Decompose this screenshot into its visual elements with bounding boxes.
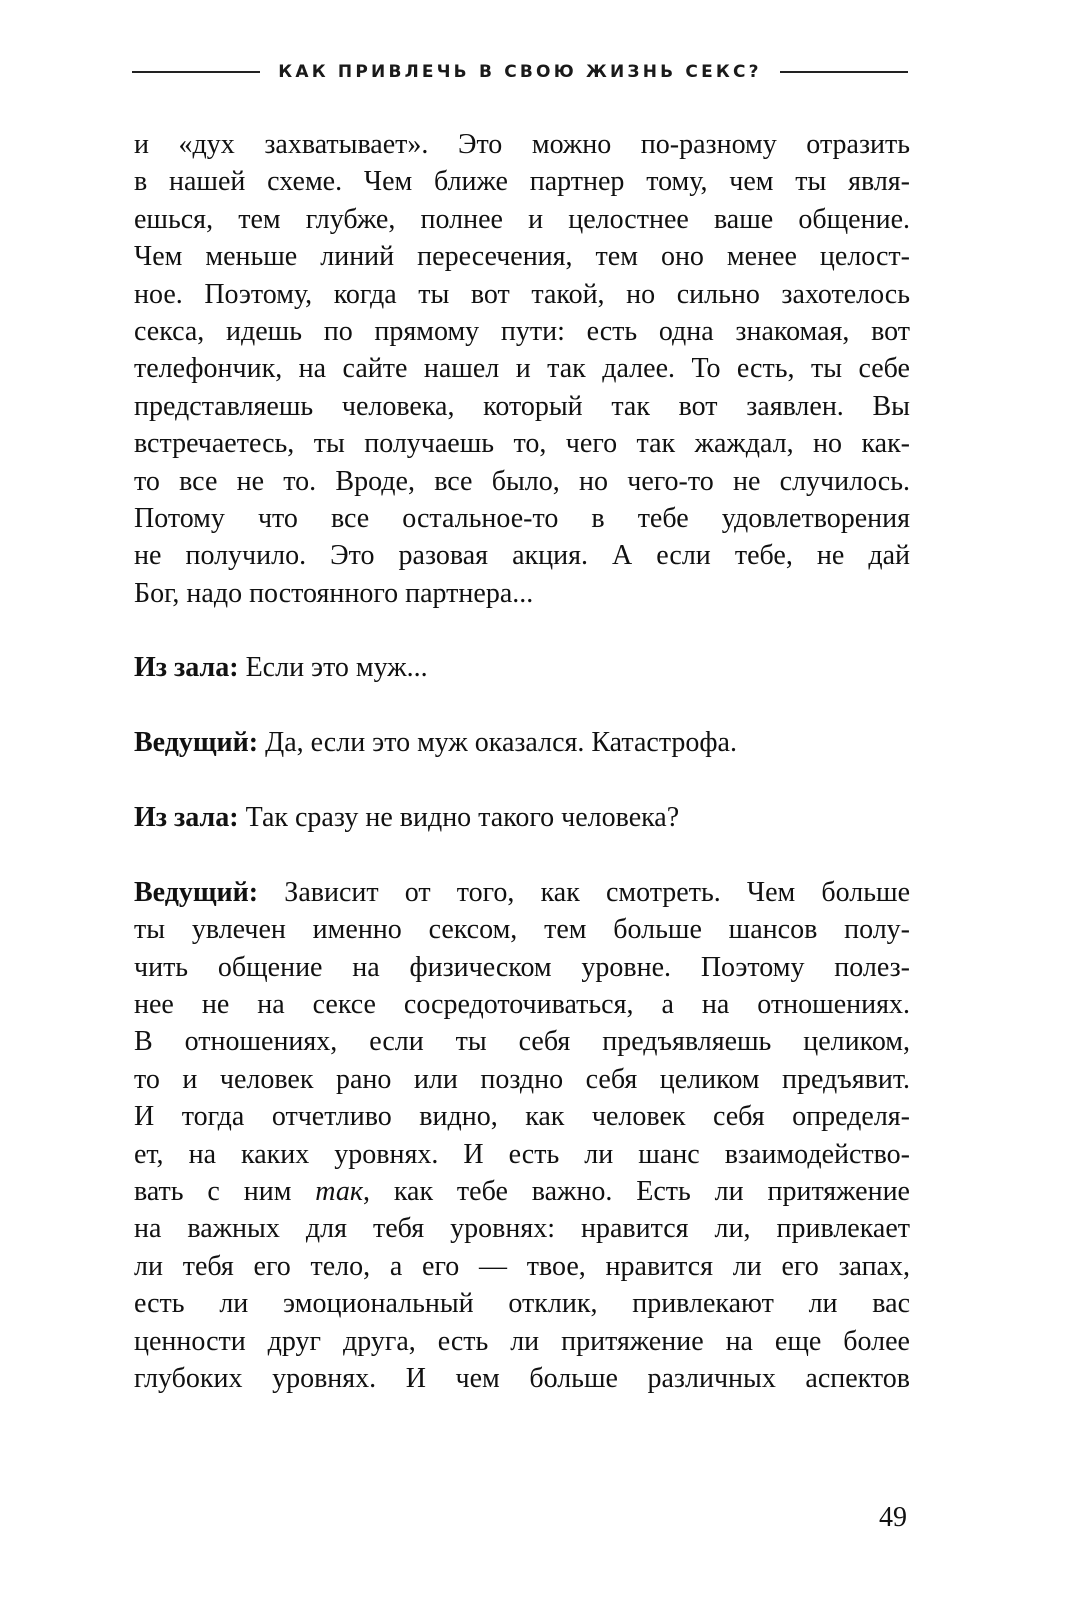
text-line: Бог, надо постоянного партнера...	[134, 577, 534, 609]
text-line: встречаетесь, ты получаешь то, чего так жаждал, но как-	[134, 428, 910, 460]
text-line: ценности друг друга, есть ли притяжение на еще более	[134, 1325, 910, 1357]
text-fragment: , как тебе важно. Есть ли притяжение	[362, 1175, 910, 1207]
speaker-label: Ведущий:	[134, 876, 259, 908]
text-line	[134, 1173, 910, 1210]
page-body	[134, 126, 910, 1397]
speaker-label: Из зала:	[134, 652, 239, 684]
speaker-label: Ведущий:	[134, 727, 259, 759]
text-line: телефончик, на сайте нашел и так далее. То есть, ты себе	[134, 353, 910, 385]
paragraph-gap	[134, 762, 910, 799]
text-line: и «дух захватывает». Это можно по-разному отразить	[134, 129, 910, 160]
text-line: Потому что все остальное-то в тебе удовлетворения	[134, 502, 910, 534]
text-line: на важных для тебя уровнях: нравится ли, привлекает	[134, 1213, 910, 1245]
text-line: есть ли эмоциональный отклик, привлекают ли вас	[134, 1288, 910, 1320]
text-line: В отношениях, если ты себя предъявляешь целиком,	[134, 1026, 910, 1058]
dialogue-audience-2	[134, 799, 910, 836]
text-line: секса, идешь по прямому пути: есть одна знакомая, вот	[134, 315, 910, 347]
text-line: нее не на сексе сосредоточиваться, а на отношениях.	[134, 988, 910, 1020]
text-line: то и человек рано или поздно себя целиком предъявит.	[134, 1063, 910, 1095]
page-number: 49	[879, 1502, 907, 1533]
text-line: в нашей схеме. Чем ближе партнер тому, чем ты явля-	[134, 166, 910, 198]
emphasis-word: так	[315, 1175, 363, 1207]
dialogue-host-2	[134, 874, 910, 1397]
text-line: глубоких уровнях. И чем больше различных аспектов	[134, 1362, 910, 1394]
dialogue-text: Если это муж...	[238, 652, 428, 684]
text-line	[134, 874, 910, 911]
running-head	[132, 62, 908, 82]
text-line: не получило. Это разовая акция. А если тебе, не дай	[134, 540, 910, 572]
running-head-rule-right	[780, 71, 908, 73]
dialogue-text: Да, если это муж оказался. Катастрофа.	[258, 727, 737, 759]
running-head-title: КАК ПРИВЛЕЧЬ В СВОЮ ЖИЗНЬ СЕКС?	[278, 62, 762, 82]
text-line: И тогда отчетливо видно, как человек себя определя-	[134, 1101, 910, 1133]
paragraph-narration	[134, 126, 910, 612]
paragraph-gap	[134, 687, 910, 724]
text-fragment: вать с ним	[134, 1175, 316, 1207]
paragraph-gap	[134, 836, 910, 873]
text-line: ет, на каких уровнях. И есть ли шанс взаимодейство-	[134, 1138, 910, 1170]
text-line: ное. Поэтому, когда ты вот такой, но сильно захотелось	[134, 278, 910, 310]
dialogue-text: Зависит от того, как смотреть. Чем больше	[258, 876, 910, 908]
text-line: ты увлечен именно сексом, тем больше шансов полу-	[134, 914, 910, 946]
text-line: то все не то. Вроде, все было, но чего-то не случилось.	[134, 465, 910, 497]
dialogue-audience-1	[134, 649, 910, 686]
text-line: ли тебя его тело, а его — твое, нравится ли его запах,	[134, 1250, 910, 1282]
running-head-rule-left	[132, 71, 260, 73]
text-line: Чем меньше линий пересечения, тем оно менее целост-	[134, 241, 910, 273]
text-line: ешься, тем глубже, полнее и целостнее ваше общение.	[134, 203, 910, 235]
text-line: представляешь человека, который так вот заявлен. Вы	[134, 390, 910, 422]
speaker-label: Из зала:	[134, 802, 239, 834]
dialogue-text: Так сразу не видно такого человека?	[238, 802, 680, 834]
paragraph-gap	[134, 612, 910, 649]
text-line: чить общение на физическом уровне. Поэтому полез-	[134, 951, 910, 983]
dialogue-host-1	[134, 724, 910, 761]
